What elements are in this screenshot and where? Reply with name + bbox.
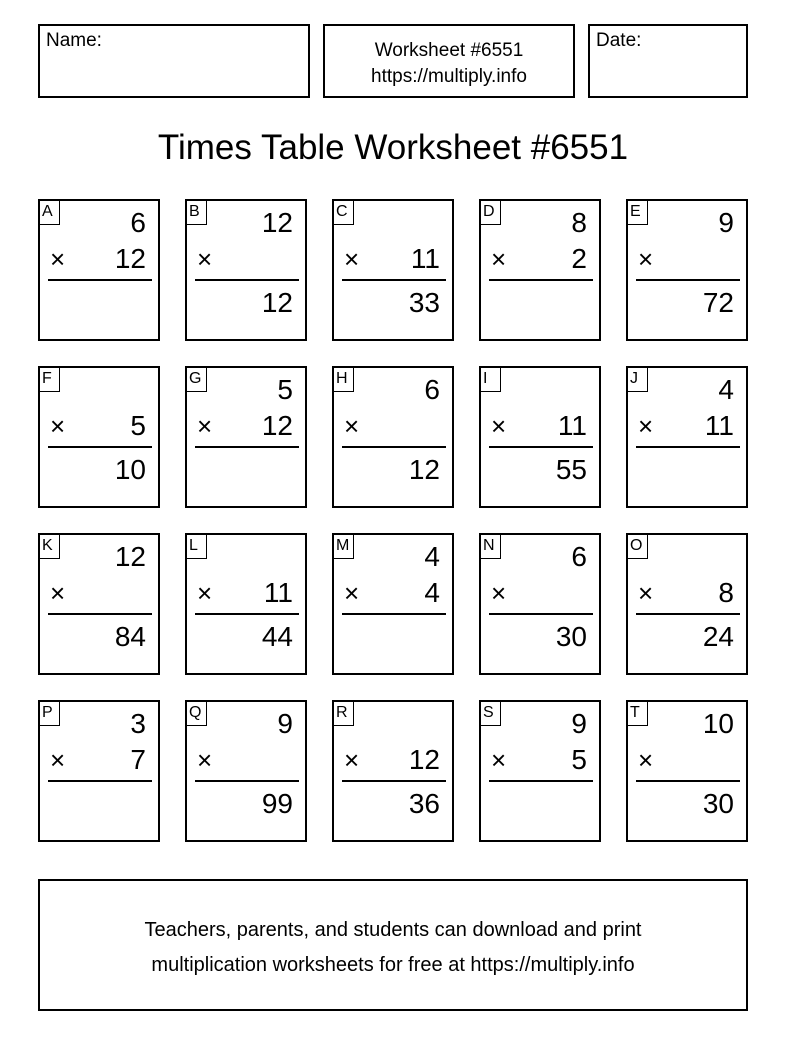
answer-rule [636, 780, 740, 782]
multiplicand: 9 [718, 207, 734, 238]
times-sign: × [638, 411, 654, 441]
answer: 36 [408, 788, 440, 819]
multiplicand: 10 [702, 708, 734, 739]
footer-line-2: multiplication worksheets for free at https://multiply.info [151, 954, 635, 976]
footer-box [38, 879, 748, 1011]
problem-label: G [187, 368, 207, 392]
date-box[interactable] [588, 24, 748, 98]
answer-rule [489, 279, 593, 281]
problem-card [332, 199, 454, 341]
answer: 84 [114, 621, 146, 652]
problem-card [479, 700, 601, 842]
answer: 33 [408, 287, 440, 318]
answer-rule [195, 613, 299, 615]
answer: 10 [114, 454, 146, 485]
problem-label: T [628, 702, 648, 726]
answer: 44 [261, 621, 293, 652]
multiplier: 8 [718, 577, 734, 608]
multiplier: 2 [571, 243, 587, 274]
times-sign: × [197, 745, 213, 775]
multiplier: 11 [263, 577, 293, 608]
footer-line-1: Teachers, parents, and students can download and print [144, 919, 642, 941]
problem-label: E [628, 201, 648, 225]
problem-label: L [187, 535, 207, 559]
answer: 55 [555, 454, 587, 485]
multiplier: 5 [130, 410, 146, 441]
problem-card [38, 700, 160, 842]
answer: 12 [261, 287, 293, 318]
problem-card [38, 533, 160, 675]
answer-rule [195, 446, 299, 448]
answer-rule [342, 279, 446, 281]
problem-label: N [481, 535, 501, 559]
times-sign: × [197, 244, 213, 274]
problem-card [479, 199, 601, 341]
problem-card [332, 533, 454, 675]
problem-label: S [481, 702, 501, 726]
multiplier: 12 [261, 410, 293, 441]
answer-rule [636, 446, 740, 448]
multiplicand: 3 [130, 708, 146, 739]
problem-card [185, 366, 307, 508]
times-sign: × [50, 745, 66, 775]
answer-rule [489, 613, 593, 615]
problem-card [626, 700, 748, 842]
multiplier: 4 [424, 577, 440, 608]
answer-rule [342, 780, 446, 782]
times-sign: × [638, 745, 654, 775]
times-sign: × [50, 411, 66, 441]
multiplicand: 6 [424, 374, 440, 405]
problem-label: F [40, 368, 60, 392]
problem-card [626, 366, 748, 508]
problem-label: C [334, 201, 354, 225]
problem-label: M [334, 535, 354, 559]
problem-label: R [334, 702, 354, 726]
times-sign: × [344, 411, 360, 441]
answer-rule [636, 613, 740, 615]
problem-label: I [481, 368, 501, 392]
times-sign: × [491, 244, 507, 274]
problem-label: P [40, 702, 60, 726]
date-label: Date: [596, 30, 642, 51]
worksheet-id: Worksheet #6551 [374, 40, 524, 61]
multiplier: 11 [410, 243, 440, 274]
problem-card [479, 366, 601, 508]
answer-rule [48, 613, 152, 615]
multiplicand: 12 [114, 541, 146, 572]
problem-card [185, 199, 307, 341]
times-sign: × [638, 244, 654, 274]
problem-label: O [628, 535, 648, 559]
multiplier: 12 [114, 243, 146, 274]
times-sign: × [491, 411, 507, 441]
answer-rule [342, 446, 446, 448]
worksheet-info-box [323, 24, 575, 98]
multiplier: 11 [704, 410, 734, 441]
multiplicand: 9 [571, 708, 587, 739]
answer-rule [636, 279, 740, 281]
answer-rule [48, 279, 152, 281]
answer: 30 [555, 621, 587, 652]
problem-card [38, 366, 160, 508]
answer: 30 [702, 788, 734, 819]
multiplier: 5 [571, 744, 587, 775]
problem-label: K [40, 535, 60, 559]
answer-rule [48, 446, 152, 448]
problem-card [185, 700, 307, 842]
problem-label: Q [187, 702, 207, 726]
multiplicand: 6 [130, 207, 146, 238]
answer-rule [342, 613, 446, 615]
problem-label: D [481, 201, 501, 225]
multiplicand: 6 [571, 541, 587, 572]
problem-card [626, 199, 748, 341]
name-label: Name: [46, 30, 102, 51]
times-sign: × [638, 578, 654, 608]
answer: 72 [702, 287, 734, 318]
problem-label: A [40, 201, 60, 225]
multiplicand: 12 [261, 207, 293, 238]
answer: 99 [261, 788, 293, 819]
problem-card [332, 700, 454, 842]
multiplicand: 5 [277, 374, 293, 405]
times-sign: × [344, 578, 360, 608]
name-box[interactable] [38, 24, 310, 98]
multiplicand: 4 [718, 374, 734, 405]
problem-card [479, 533, 601, 675]
problem-label: B [187, 201, 207, 225]
times-sign: × [491, 578, 507, 608]
times-sign: × [50, 244, 66, 274]
answer-rule [195, 279, 299, 281]
answer: 24 [702, 621, 734, 652]
times-sign: × [50, 578, 66, 608]
times-sign: × [197, 578, 213, 608]
answer-rule [48, 780, 152, 782]
problem-label: J [628, 368, 648, 392]
multiplicand: 9 [277, 708, 293, 739]
multiplicand: 8 [571, 207, 587, 238]
problem-label: H [334, 368, 354, 392]
multiplier: 7 [130, 744, 146, 775]
multiplier: 11 [557, 410, 587, 441]
multiplier: 12 [408, 744, 440, 775]
problem-card [332, 366, 454, 508]
times-sign: × [344, 745, 360, 775]
times-sign: × [491, 745, 507, 775]
answer: 12 [408, 454, 440, 485]
site-url: https://multiply.info [371, 66, 527, 87]
times-sign: × [197, 411, 213, 441]
answer-rule [489, 780, 593, 782]
problem-card [626, 533, 748, 675]
answer-rule [489, 446, 593, 448]
times-sign: × [344, 244, 360, 274]
page-title: Times Table Worksheet #6551 [157, 128, 629, 167]
problem-card [38, 199, 160, 341]
answer-rule [195, 780, 299, 782]
multiplicand: 4 [424, 541, 440, 572]
problem-card [185, 533, 307, 675]
